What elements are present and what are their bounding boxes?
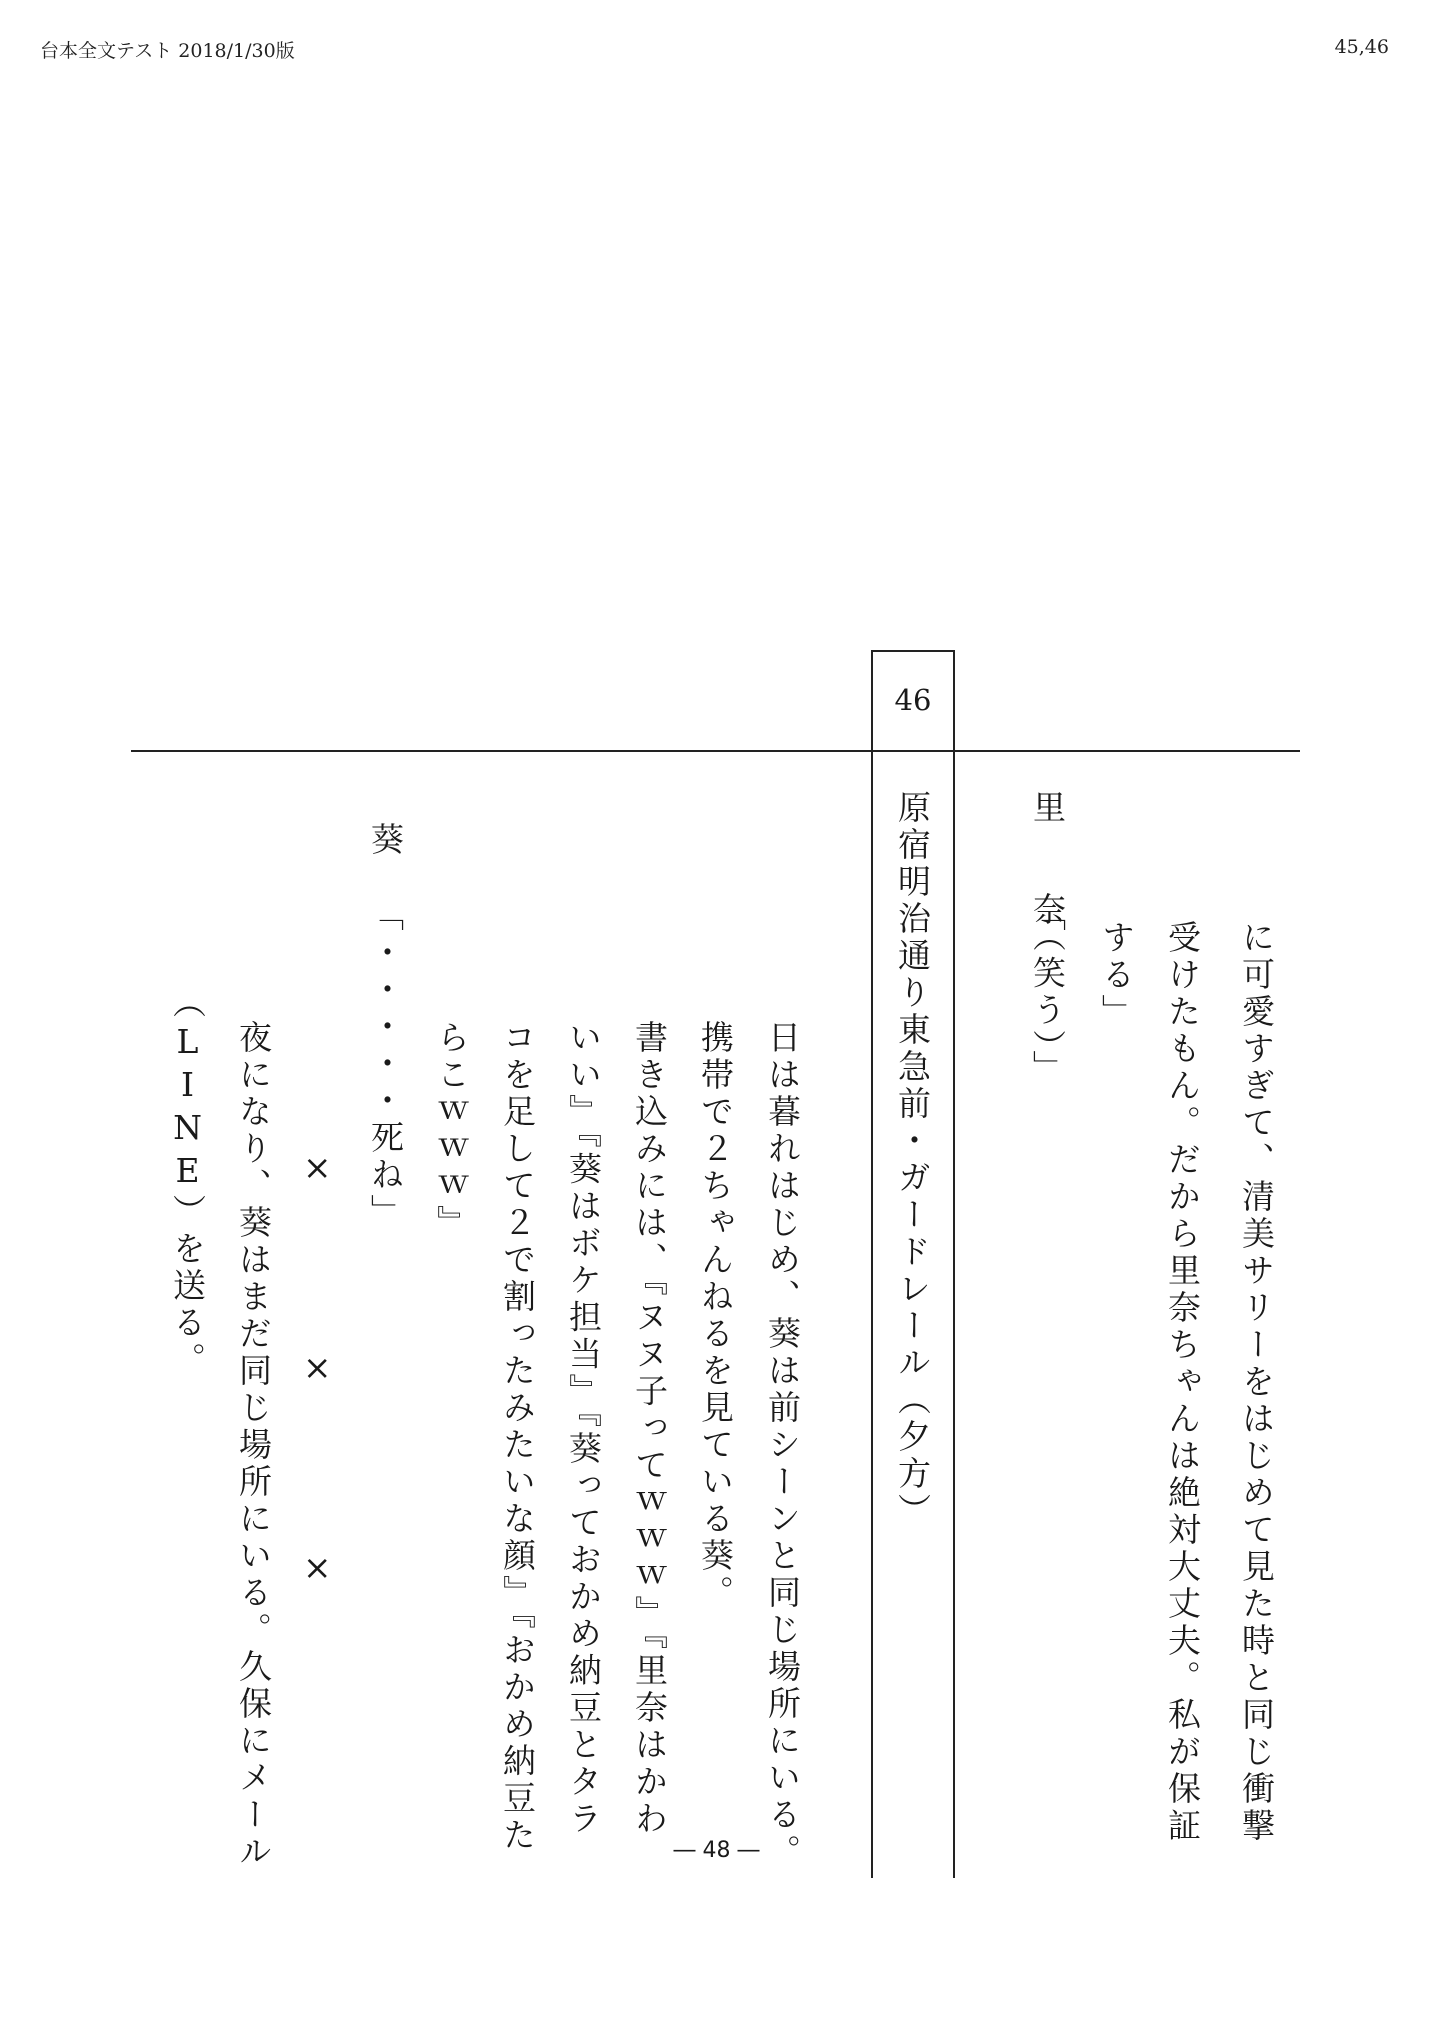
dialogue-line: 「（笑う）」 <box>1028 898 1067 1087</box>
speaker-name: 葵 <box>366 822 405 859</box>
action-line: いい』『葵はボケ担当』『葵っておかめ納豆とタラ <box>564 1020 603 1838</box>
action-line: 夜になり、葵はまだ同じ場所にいる。久保にメール <box>234 1020 273 1871</box>
page-number: ― 48 ― <box>673 1838 760 1863</box>
dialogue-line: 「・・・・・死ね」 <box>366 898 405 1231</box>
action-line: 書き込みには、『ヌヌ子ってｗｗｗ』『里奈はかわ <box>630 1020 669 1838</box>
time-skip-mark: × <box>303 1548 332 1588</box>
action-line: （LINE）を送る。 <box>168 985 207 1379</box>
dialogue-line: に可愛すぎて、清美サリーをはじめて見た時と同じ衝撃 <box>1237 920 1276 1845</box>
dialogue-line: する」 <box>1097 920 1136 1031</box>
time-skip-mark: × <box>303 1148 332 1188</box>
scene-number: 46 <box>894 683 932 717</box>
document-header-page-range: 45,46 <box>1334 36 1389 58</box>
action-line: 携帯で２ちゃんねるを見ている葵。 <box>696 1020 735 1612</box>
scene-heading: 原宿明治通り東急前・ガードレール（夕方） <box>893 790 932 1530</box>
speaker-name: 里 奈 <box>1028 790 1067 943</box>
dialogue-line: 受けたもん。だから里奈ちゃんは絶対大丈夫。私が保証 <box>1163 920 1202 1845</box>
action-line: コを足して２で割ったみたいな顔』『おかめ納豆た <box>498 1020 537 1855</box>
time-skip-mark: × <box>303 1348 332 1388</box>
document-header-title: 台本全文テスト 2018/1/30版 <box>40 40 295 62</box>
action-line: 日は暮れはじめ、葵は前シーンと同じ場所にいる。 <box>763 1020 802 1871</box>
scene-divider-line <box>131 750 1300 752</box>
action-line: らこｗｗｗ』 <box>432 1020 471 1242</box>
